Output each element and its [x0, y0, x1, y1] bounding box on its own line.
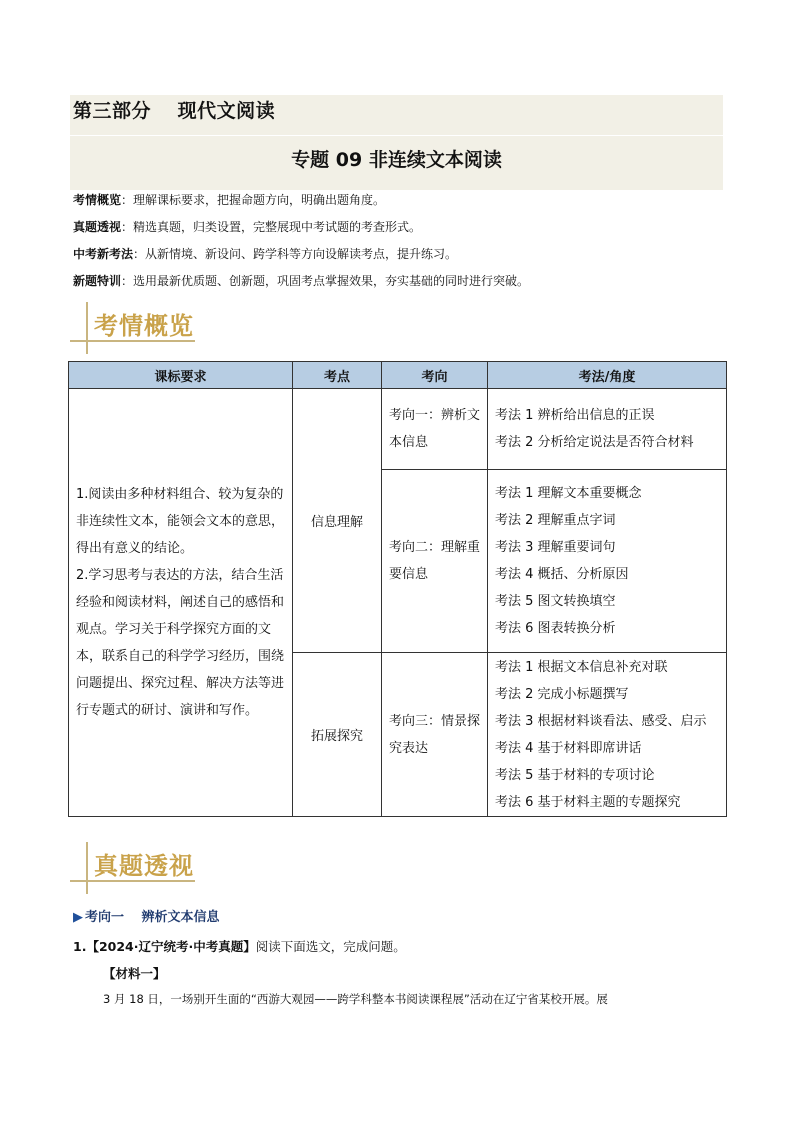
col-header-requirement: 课标要求 [69, 362, 293, 389]
direction-cell-2: 考向二：理解重要信息 [382, 470, 488, 653]
material-paragraph: 3 月 18 日，一场别开生面的“西游大观园——跨学科整本书阅读课程展”活动在辽宁省某校开展。展 [103, 992, 608, 1006]
requirements-table [68, 361, 727, 817]
angle-cell-3: 考法 1 根据文本信息补充对联 考法 2 完成小标题撰写 考法 3 根据材料谈看法、感受、启示 考法 4 基于材料即席讲话 考法 5 基于材料的专项讨论 考法 6 基于材料主题的专题探究 [488, 653, 727, 817]
intro-line-3: 中考新考法：从新情境、新设问、跨学科等方向设解读考点，提升练习。 [73, 247, 458, 261]
header-divider [70, 135, 723, 136]
topic-title: 专题 09 非连续文本阅读 [291, 149, 502, 171]
col-header-point: 考点 [293, 362, 382, 389]
material-label: 【材料一】 [103, 966, 166, 981]
angle-cell-1: 考法 1 辨析给出信息的正误 考法 2 分析给定说法是否符合材料 [488, 389, 727, 470]
direction-cell-1: 考向一：辨析文本信息 [382, 389, 488, 470]
sub-heading: ▶ 考向一 辨析文本信息 [73, 910, 220, 925]
direction-cell-3: 考向三：情景探究表达 [382, 653, 488, 817]
question-1: 1.【2024·辽宁统考·中考真题】阅读下面选文，完成问题。 [73, 939, 406, 954]
table-header-row [69, 362, 727, 389]
angle-cell-2: 考法 1 理解文本重要概念 考法 2 理解重点字词 考法 3 理解重要词句 考法 4 概括、分析原因 考法 5 图文转换填空 考法 6 图表转换分析 [488, 470, 727, 653]
part-title: 第三部分 现代文阅读 [73, 100, 276, 122]
col-header-direction: 考向 [382, 362, 488, 389]
requirement-cell: 1.阅读由多种材料组合、较为复杂的非连续性文本，能领会文本的意思，得出有意义的结论。 2.学习思考与表达的方法，结合生活经验和阅读材料，阐述自己的感悟和观点。学习关于科学探究方面的文本，联系自己的科学学习经历，围绕问题提出、探究过程、解决方法等进行专题式的研讨、演讲和写作。 [69, 389, 293, 817]
point-cell-2: 拓展探究 [293, 653, 382, 817]
section-heading-overview: 考情概览 [70, 302, 200, 357]
point-cell-1: 信息理解 [293, 389, 382, 653]
intro-line-4: 新题特训：选用最新优质题、创新题，巩固考点掌握效果，夯实基础的同时进行突破。 [73, 274, 530, 288]
intro-line-2: 真题透视：精选真题，归类设置，完整展现中考试题的考查形式。 [73, 220, 422, 234]
section-heading-real-exam: 真题透视 [70, 842, 200, 897]
col-header-angle: 考法/角度 [488, 362, 727, 389]
intro-line-1: 考情概览：理解课标要求，把握命题方向，明确出题角度。 [73, 193, 386, 207]
triangle-bullet-icon: ▶ [73, 910, 83, 925]
